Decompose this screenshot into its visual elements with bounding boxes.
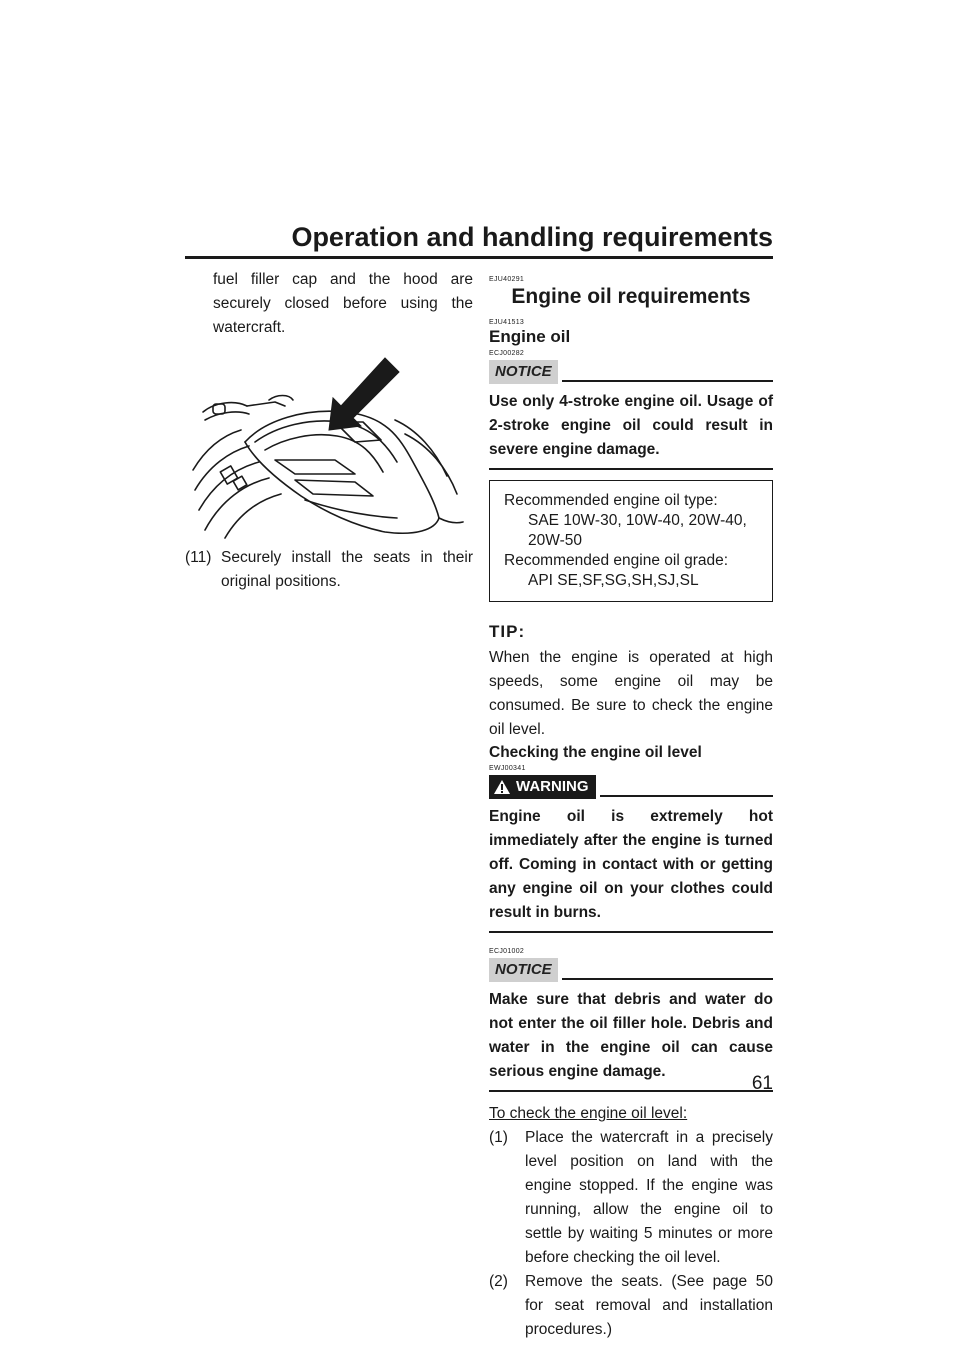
warning-header [489,775,773,799]
tip-heading: TIP: [489,622,526,641]
left-column [185,268,473,594]
check-heading: Checking the engine oil level [489,744,702,761]
oil-spec-box [489,480,773,602]
step-11 [185,546,473,594]
page-number: 61 [751,1073,773,1094]
warning-triangle-icon [493,779,511,795]
step-number: (2) [489,1273,508,1290]
oil-type-value: SAE 10W-30, 10W-40, 20W-40, [528,512,747,529]
notice2-rule [562,978,773,980]
subsection-heading: Engine oil [489,327,571,346]
watercraft-hood-arrow-icon [185,350,473,540]
procedure-heading: To check the engine oil level: [489,1105,688,1122]
intro-text: fuel filler cap and the hood are securely closed before using the watercraft. [213,271,473,336]
page-title: Operation and handling requirements [291,222,773,252]
title-rule [185,256,773,259]
watercraft-illustration [185,350,473,540]
tip-text: When the engine is operated at high speeds, some engine oil may be consumed. Be sure to check the engine oil level. [489,649,773,738]
notice2-badge: NOTICE [489,958,558,982]
oil-grade-value: API SE,SF,SG,SH,SJ,SL [528,572,699,589]
step-number: (11) [185,549,212,566]
right-column [489,275,773,1342]
notice-badge: NOTICE [489,360,558,384]
subsection-code: EJU41513 [489,319,525,326]
notice-text: Use only 4-stroke engine oil. Usage of 2-stroke engine oil could result in severe engine damage. [489,393,773,458]
section-heading: Engine oil requirements [511,285,751,308]
warning-label: WARNING [516,778,589,795]
notice2-text: Make sure that debris and water do not enter the oil filler hole. Debris and water in the engine oil can cause serious engine damage. [489,991,773,1080]
warning-code: EWJ00341 [489,765,526,772]
warning-end-rule [489,931,773,933]
oil-type-value-cont: 20W-50 [528,532,582,549]
notice-rule [562,380,773,382]
notice2-code: ECJ01002 [489,948,525,955]
notice-code: ECJ00282 [489,350,525,357]
section-code: EJU40291 [489,276,525,283]
step-text: Securely install the seats in their original positions. [221,549,473,590]
step-text: Remove the seats. (See page 50 for seat removal and installation procedures.) [525,1273,773,1338]
notice-header [489,360,773,384]
step-number: (1) [489,1129,508,1146]
procedure-step-1 [489,1126,773,1270]
warning-badge [489,775,596,799]
pointer-arrow-icon [329,358,399,430]
warning-rule [600,795,774,797]
procedure-step-2 [489,1270,773,1342]
notice-end-rule [489,468,773,470]
warning-text: Engine oil is extremely hot immediately after the engine is turned off. Coming in contact with or getting any engine oil on your clothes could result in burns. [489,808,773,921]
notice2-end-rule [489,1090,773,1092]
oil-grade-label: Recommended engine oil grade: [504,552,729,569]
notice2-header [489,958,773,982]
oil-type-label: Recommended engine oil type: [504,492,718,509]
step-text: Place the watercraft in a precisely level position on land with the engine stopped. If the engine was running, allow the engine oil to settle by waiting 5 minutes or more before checking the oil level. [525,1129,773,1266]
